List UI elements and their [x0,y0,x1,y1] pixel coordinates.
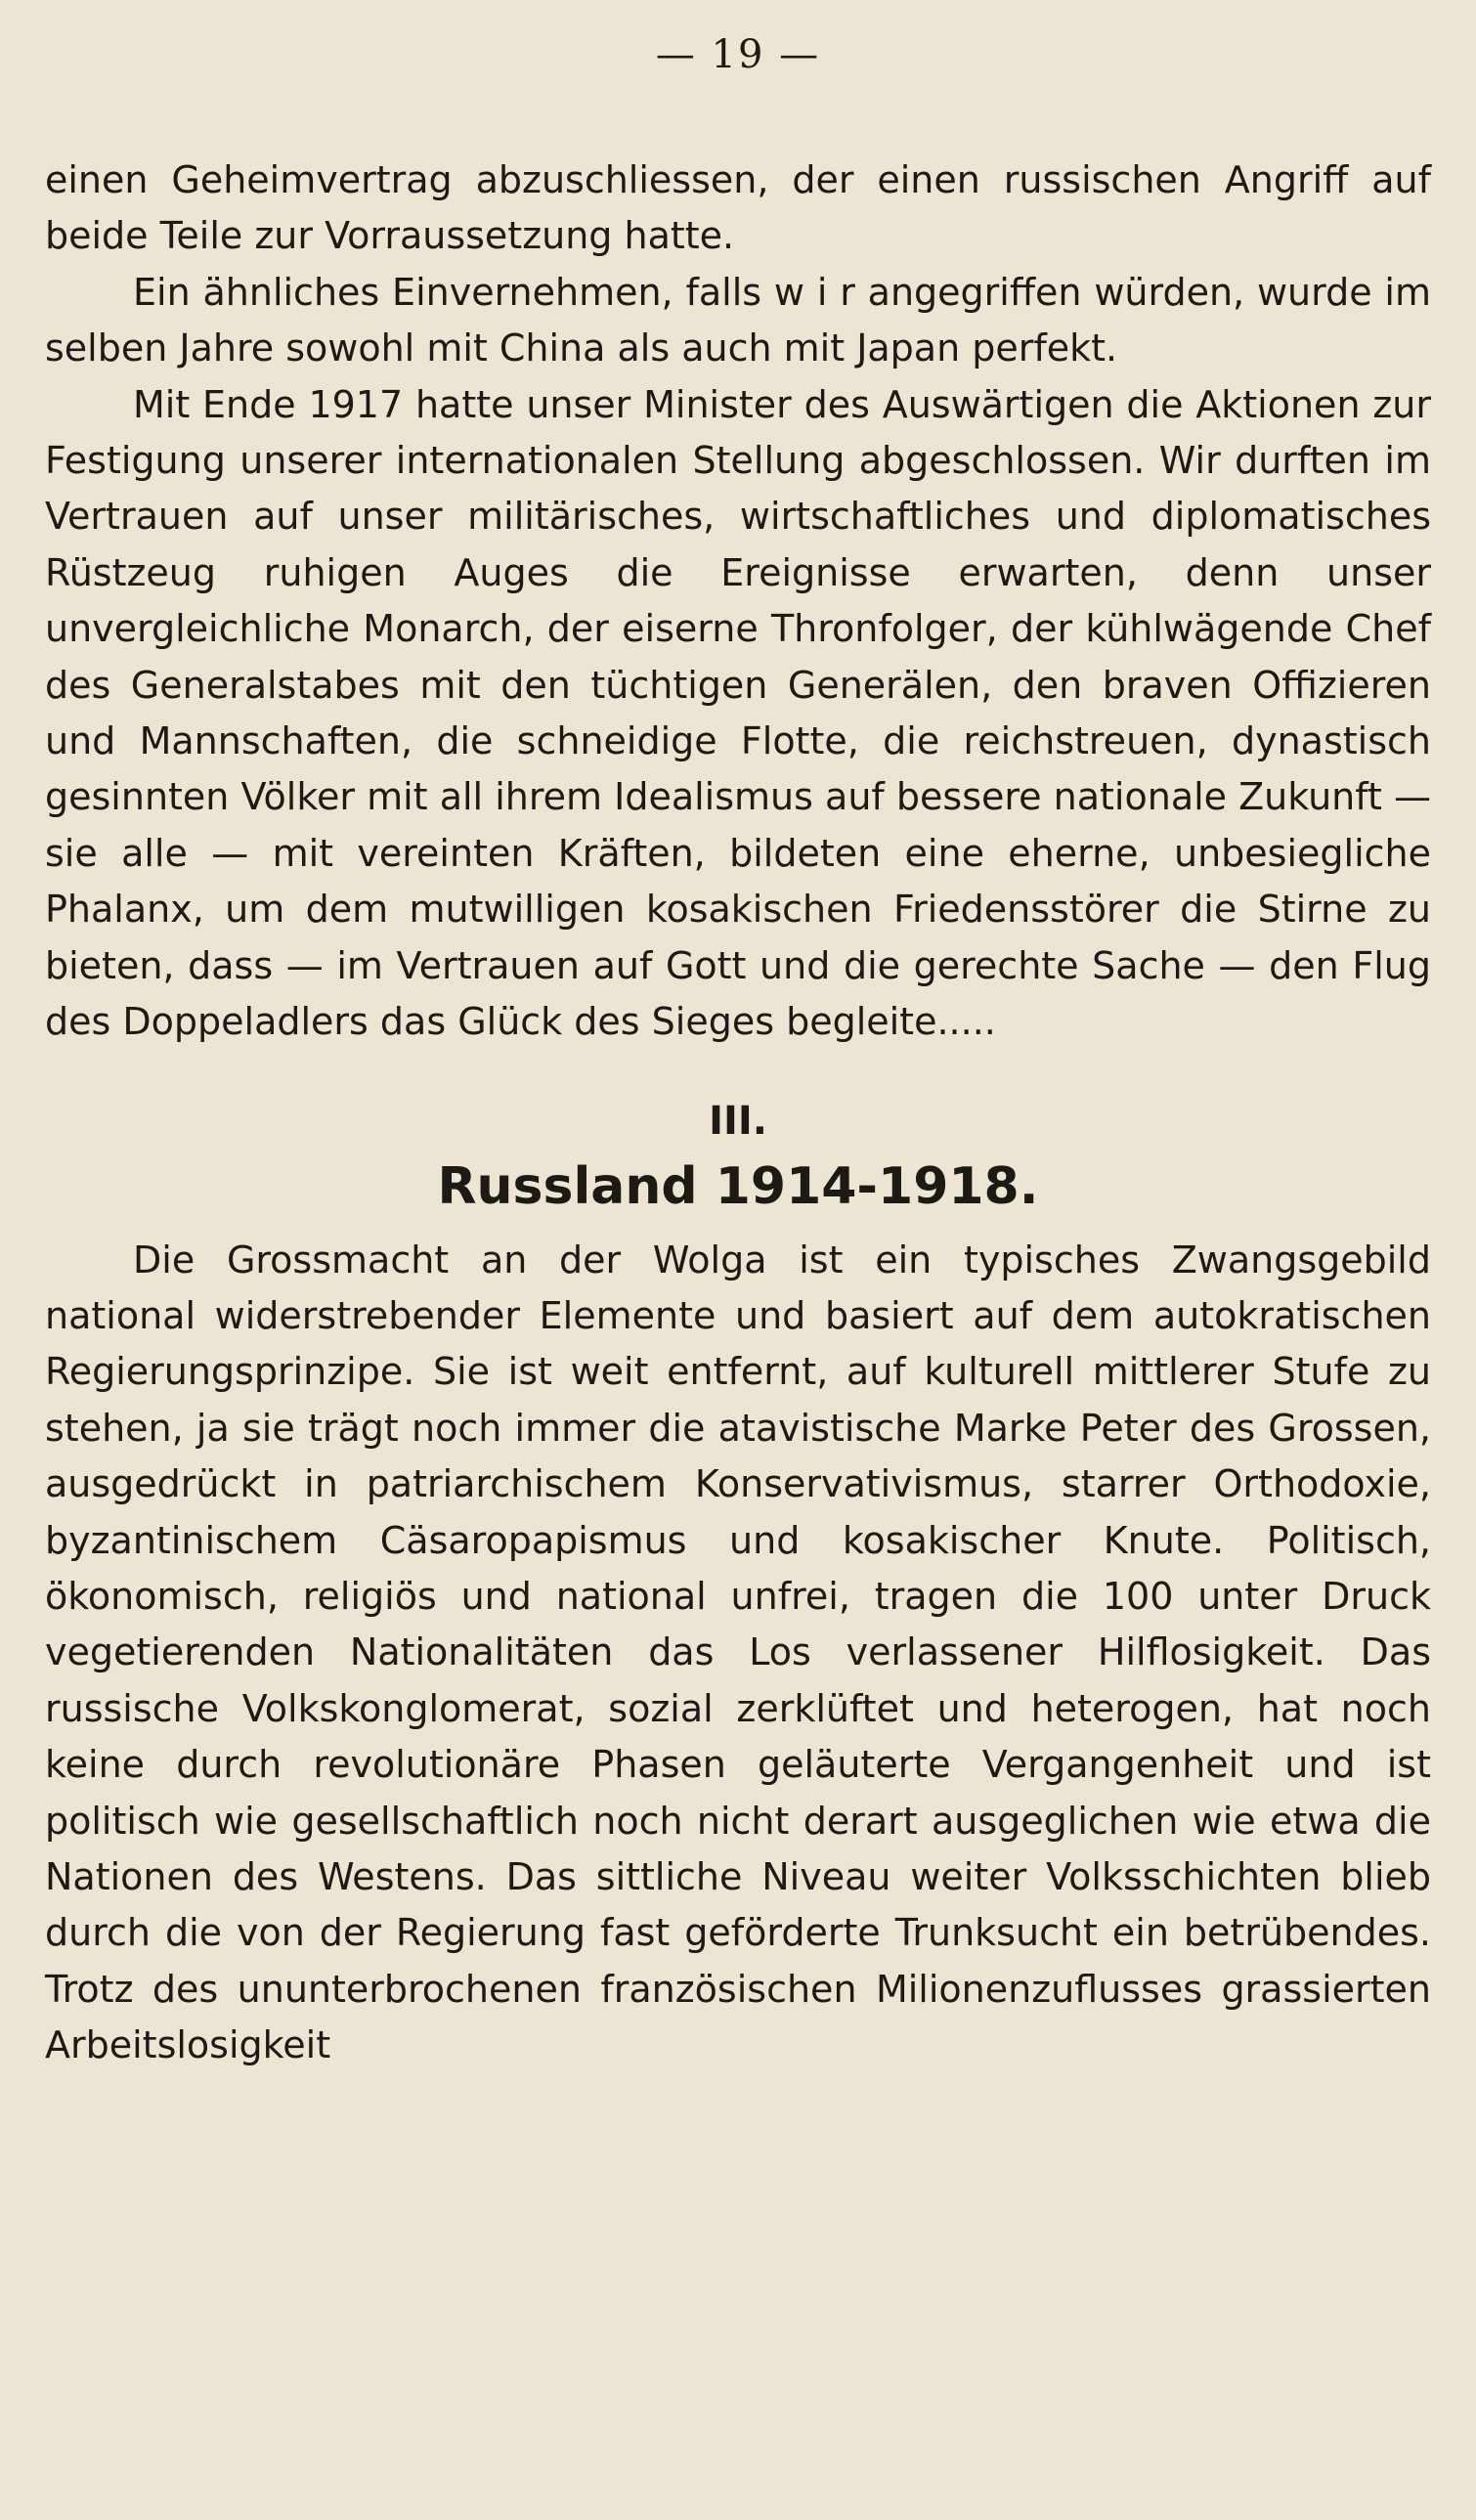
paragraph-continuation: einen Geheimvertrag abzuschliessen, der einen russischen Angriff auf beide Teile zur Vorraussetzung hatte. [45,158,1431,258]
paragraph: Ein ähnliches Einvernehmen, falls w i r angegriffen würden, wurde im selben Jahre sowohl mit China als auch mit Japan perfekt. [45,270,1431,370]
page-number: — 19 — [655,32,821,77]
chapter-title: Russland 1914-1918. [437,1156,1039,1216]
paragraph: Mit Ende 1917 hatte unser Minister des Auswärtigen die Aktionen zur Festigung unserer internationalen Stellung abgeschlossen. Wir durften im Vertrauen auf unser militärisches, wirtschaftliches und diplomatisches Rüstzeug ruhigen Auges die Ereignisse erwarten, denn unser unvergleichliche Monarch, der eiserne Thronfolger, der kühlwägende Chef des Generalstabes mit den tüchtigen Generälen, den braven Offizieren und Mannschaften, die schneidige Flotte, die reichstreuen, dynastisch gesinnten Völker mit all ihrem Idealismus auf bessere nationale Zukunft — sie alle — mit vereinten Kräften, bildeten eine eherne, unbesiegliche Phalanx, um dem mutwilligen kosakischen Friedensstörer die Stirne zu bieten, dass — im Vertrauen auf Gott und die gerechte Sache — den Flug des Doppeladlers das Glück des Sieges begleite..... [45,382,1431,1044]
chapter-number: III. [709,1098,767,1144]
paragraph: Die Grossmacht an der Wolga ist ein typisches Zwangsgebild national widerstrebender Elemente und basiert auf dem autokratischen Regierungsprinzipe. Sie ist weit entfernt, auf kulturell mittlerer Stufe zu stehen, ja sie trägt noch immer die atavistische Marke Peter des Grossen, ausgedrückt in patriarchischem Konservativismus, starrer Orthodoxie, byzantinischem Cäsaropapismus und kosakischer Knute. Politisch, ökonomisch, religiös und national unfrei, tragen die 100 unter Druck vegetierenden Nationalitäten das Los verlassener Hilflosigkeit. Das russische Volkskonglomerat, sozial zerklüftet und heterogen, hat noch keine durch revolutionäre Phasen geläuterte Vergangenheit und ist politisch wie gesellschaftlich noch nicht derart ausgeglichen wie etwa die Nationen des Westens. Das sittliche Niveau weiter Volksschichten blieb durch die von der Regierung fast geförderte Trunksucht ein betrübendes. Trotz des ununterbrochenen französischen Milionenzuflusses grassierten Arbeitslosigkeit [45,1238,1431,2067]
